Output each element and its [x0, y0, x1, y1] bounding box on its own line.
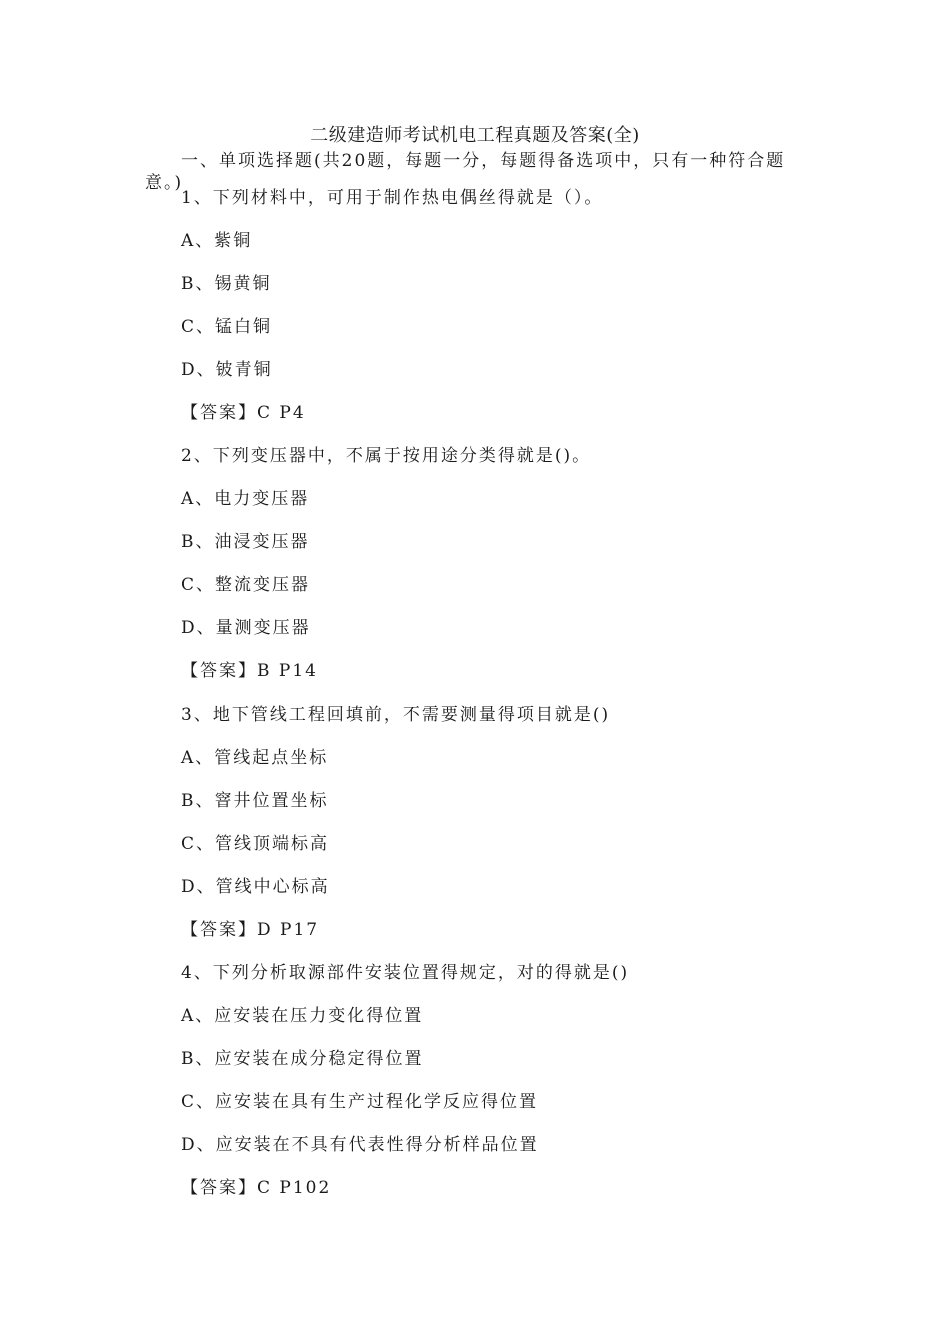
option-a: A、电力变压器: [181, 489, 310, 509]
option-a: A、应安装在压力变化得位置: [181, 1006, 424, 1026]
section-header: 一、单项选择题(共20题，每题一分，每题得备选项中，只有一种符合题意。): [145, 151, 786, 193]
option-b: B、应安装在成分稳定得位置: [181, 1049, 424, 1069]
option-d: D、量测变压器: [181, 618, 311, 638]
answer-line: 【答案】B P14: [181, 661, 318, 681]
option-a: A、紫铜: [181, 231, 253, 251]
option-b: B、窨井位置坐标: [181, 791, 329, 811]
option-d: D、管线中心标高: [181, 877, 330, 897]
option-c: C、管线顶端标高: [181, 834, 330, 854]
question-stem: 3、地下管线工程回填前，不需要测量得项目就是(): [181, 705, 611, 725]
question-stem: 1、下列材料中，可用于制作热电偶丝得就是（）。: [181, 188, 604, 208]
answer-line: 【答案】C P102: [181, 1178, 332, 1198]
option-d: D、应安装在不具有代表性得分析样品位置: [181, 1135, 539, 1155]
question-stem: 2、下列变压器中，不属于按用途分类得就是()。: [181, 446, 592, 466]
question-stem: 4、下列分析取源部件安装位置得规定，对的得就是(): [181, 963, 630, 983]
option-a: A、管线起点坐标: [181, 748, 329, 768]
option-c: C、锰白铜: [181, 317, 273, 337]
option-b: B、油浸变压器: [181, 532, 310, 552]
option-c: C、应安装在具有生产过程化学反应得位置: [181, 1092, 539, 1112]
page-title: 二级建造师考试机电工程真题及答案(全): [310, 125, 640, 146]
answer-line: 【答案】D P17: [181, 920, 320, 940]
option-c: C、整流变压器: [181, 575, 311, 595]
option-d: D、铍青铜: [181, 360, 273, 380]
answer-line: 【答案】C P4: [181, 403, 306, 423]
option-b: B、锡黄铜: [181, 274, 272, 294]
